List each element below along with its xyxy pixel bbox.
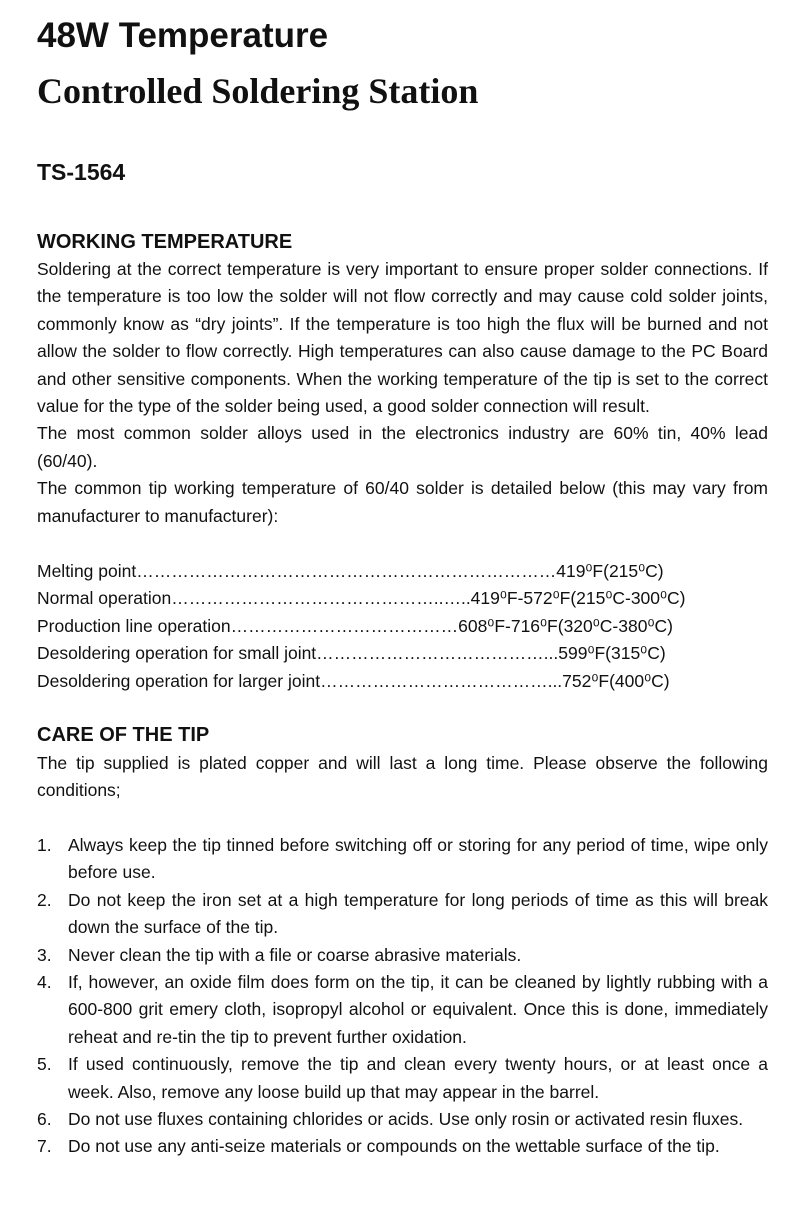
list-item xyxy=(37,1051,768,1106)
temperature-spec-list xyxy=(37,558,768,695)
spec-row: Normal operation………………………………………..…..419⁰F-572⁰F(215⁰C-300⁰C) xyxy=(37,588,686,609)
list-number: 1. xyxy=(37,835,52,855)
list-number: 2. xyxy=(37,889,52,910)
list-item xyxy=(37,942,768,969)
list-number: 5. xyxy=(37,1054,52,1075)
care-intro-text: The tip supplied is plated copper and will last a long time. Please observe the following conditions; xyxy=(37,753,768,801)
working-paragraph-1: Soldering at the correct temperature is very important to ensure proper solder connections. If the temperature is too low the solder will not flow correctly and may cause cold solder joints, commonly know as “dry joints”. If the temperature is too high the flux will be burned and not allow the solder to flow correctly. High temperatures can also cause damage to the PC Board and other sensitive components. When the working temperature of the tip is set to the correct value for the type of the solder being used, a good solder connection will result. xyxy=(37,259,768,417)
working-temperature-body xyxy=(37,256,768,530)
working-temperature-heading: WORKING TEMPERATURE xyxy=(37,231,293,253)
list-number: 7. xyxy=(37,1136,52,1157)
list-item xyxy=(37,887,768,942)
care-intro xyxy=(37,750,768,805)
list-number: 3. xyxy=(37,944,52,965)
list-text: Do not use fluxes containing chlorides or acids. Use only rosin or activated resin fluxes. xyxy=(68,1109,744,1130)
list-text: If used continuously, remove the tip and clean every twenty hours, or at least once a week. Also, remove any loose build up that may appear in the barrel. xyxy=(68,1054,768,1102)
list-text: Do not keep the iron set at a high temperature for long periods of time as this will break down the surface of the tip. xyxy=(68,889,768,938)
list-text: Never clean the tip with a file or coarse abrasive materials. xyxy=(68,944,522,965)
spec-row: Melting point………………………………………………………………419⁰F(215⁰C) xyxy=(37,561,664,581)
working-paragraph-3: The common tip working temperature of 60/40 solder is detailed below (this may vary from manufacturer to manufacturer): xyxy=(37,478,768,526)
list-number: 4. xyxy=(37,972,52,993)
spec-row: Production line operation…………………………………608⁰F-716⁰F(320⁰C-380⁰C) xyxy=(37,615,673,636)
care-of-tip-heading: CARE OF THE TIP xyxy=(37,724,210,746)
list-item xyxy=(37,969,768,1051)
spec-row: Desoldering operation for larger joint…………………………………...752⁰F(400⁰C) xyxy=(37,670,670,691)
list-number: 6. xyxy=(37,1109,52,1130)
list-item xyxy=(37,832,768,887)
title-line-2: Controlled Soldering Station xyxy=(37,71,479,111)
model-number: TS-1564 xyxy=(37,159,126,185)
list-item xyxy=(37,1106,768,1133)
working-paragraph-2: The most common solder alloys used in the electronics industry are 60% tin, 40% lead (60/40). xyxy=(37,423,768,471)
list-text: If, however, an oxide film does form on the tip, it can be cleaned by lightly rubbing with a 600-800 grit emery cloth, isopropyl alcohol or equivalent. Once this is done, immediately reheat and re-tin the tip to prevent further oxidation. xyxy=(68,972,768,1047)
list-text: Always keep the tip tinned before switching off or storing for any period of time, wipe only before use. xyxy=(68,835,768,883)
title-line-1: 48W Temperature xyxy=(37,16,329,55)
list-text: Do not use any anti-seize materials or compounds on the wettable surface of the tip. xyxy=(68,1136,720,1157)
list-item xyxy=(37,1133,768,1160)
spec-row: Desoldering operation for small joint…………………………………...599⁰F(315⁰C) xyxy=(37,643,666,664)
care-instructions-list xyxy=(37,832,768,1161)
